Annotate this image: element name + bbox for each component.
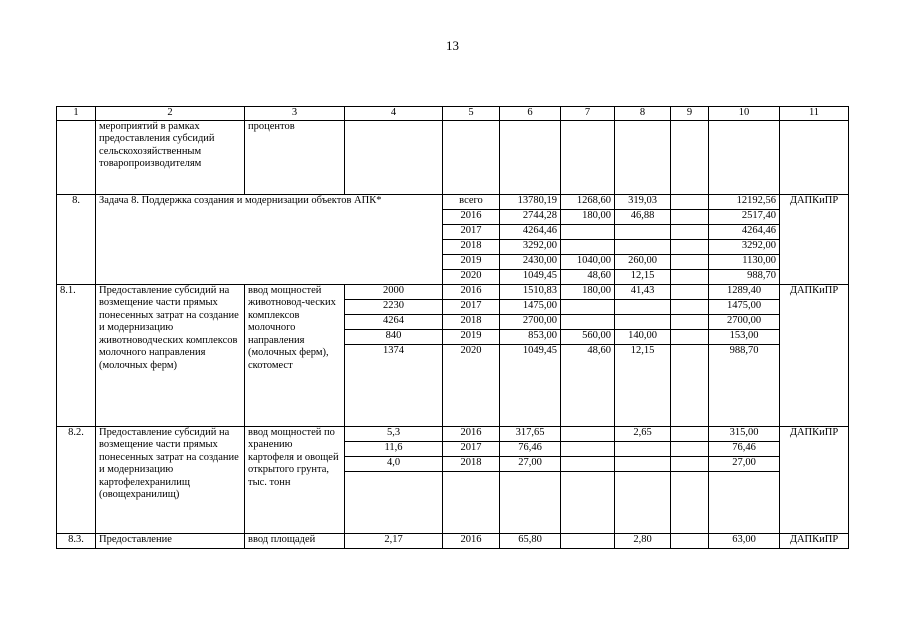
header-cell-2: 2 xyxy=(96,107,245,121)
local-cell xyxy=(671,441,709,456)
total-cell: 853,00 xyxy=(500,329,561,344)
local-cell xyxy=(671,329,709,344)
responsible-cell: ДАПКиПР xyxy=(780,426,849,533)
local-cell xyxy=(671,239,709,254)
regional-cell: 260,00 xyxy=(615,254,671,269)
total-cell: 13780,19 xyxy=(500,194,561,209)
header-cell-3: 3 xyxy=(245,107,345,121)
year-cell: 2018 xyxy=(443,239,500,254)
local-cell xyxy=(671,533,709,548)
total-cell: 76,46 xyxy=(500,441,561,456)
extra-cell: 2700,00 xyxy=(709,314,780,329)
regional-cell: 140,00 xyxy=(615,329,671,344)
local-cell xyxy=(671,314,709,329)
year-cell: 2020 xyxy=(443,269,500,284)
empty-cell xyxy=(345,120,443,194)
empty-cell xyxy=(615,120,671,194)
regional-cell xyxy=(615,239,671,254)
measure-name-cell: мероприятий в рамках предоставления субсидий сельскохозяйственным товаропроизводителям xyxy=(96,120,245,194)
measure-num-cell: 8.1. xyxy=(57,284,96,426)
header-row xyxy=(57,107,849,121)
header-cell-8: 8 xyxy=(615,107,671,121)
header-cell-11: 11 xyxy=(780,107,849,121)
empty-cell xyxy=(709,120,780,194)
extra-cell: 27,00 xyxy=(709,456,780,471)
extra-cell: 153,00 xyxy=(709,329,780,344)
total-cell: 2700,00 xyxy=(500,314,561,329)
task8-row xyxy=(57,194,849,209)
empty-cell xyxy=(500,471,561,533)
program-table xyxy=(56,106,849,549)
local-cell xyxy=(671,224,709,239)
empty-cell xyxy=(671,471,709,533)
regional-cell: 319,03 xyxy=(615,194,671,209)
header-cell-6: 6 xyxy=(500,107,561,121)
regional-cell: 12,15 xyxy=(615,344,671,426)
local-cell xyxy=(671,426,709,441)
header-cell-9: 9 xyxy=(671,107,709,121)
extra-cell: 1475,00 xyxy=(709,299,780,314)
header-cell-5: 5 xyxy=(443,107,500,121)
local-cell xyxy=(671,456,709,471)
year-cell: 2017 xyxy=(443,224,500,239)
indicator-cell: ввод мощностей животновод-ческих комплексов молочного направления (молочных ферм), скотомест xyxy=(245,284,345,426)
header-cell-10: 10 xyxy=(709,107,780,121)
empty-cell xyxy=(500,120,561,194)
extra-cell: 12192,56 xyxy=(709,194,780,209)
measure-num-cell: 8.3. xyxy=(57,533,96,548)
measure-num-cell: 8.2. xyxy=(57,426,96,533)
year-cell: 2018 xyxy=(443,456,500,471)
header-cell-7: 7 xyxy=(561,107,615,121)
target-value-cell: 4,0 xyxy=(345,456,443,471)
local-cell xyxy=(671,299,709,314)
regional-cell: 12,15 xyxy=(615,269,671,284)
target-value-cell: 1374 xyxy=(345,344,443,426)
target-value-cell: 2230 xyxy=(345,299,443,314)
empty-cell xyxy=(443,120,500,194)
target-value-cell: 840 xyxy=(345,329,443,344)
total-cell: 1475,00 xyxy=(500,299,561,314)
measure-8-2-row xyxy=(57,426,849,441)
empty-cell xyxy=(780,120,849,194)
target-value-cell: 2,17 xyxy=(345,533,443,548)
indicator-cell: процентов xyxy=(245,120,345,194)
year-cell: 2016 xyxy=(443,426,500,441)
extra-cell: 3292,00 xyxy=(709,239,780,254)
measure-8-3-row xyxy=(57,533,849,548)
extra-cell: 988,70 xyxy=(709,344,780,426)
extra-cell: 1130,00 xyxy=(709,254,780,269)
regional-cell xyxy=(615,456,671,471)
measure-name-cell: Предоставление субсидий на возмещение части прямых понесенных затрат на создание и модернизацию животноводческих комплексов молочного направления (молочных ферм) xyxy=(96,284,245,426)
year-cell: 2019 xyxy=(443,329,500,344)
federal-cell xyxy=(561,456,615,471)
federal-cell xyxy=(561,426,615,441)
year-cell: 2020 xyxy=(443,344,500,426)
extra-cell: 2517,40 xyxy=(709,209,780,224)
total-cell: 2744,28 xyxy=(500,209,561,224)
continuation-row xyxy=(57,120,849,194)
federal-cell: 560,00 xyxy=(561,329,615,344)
federal-cell: 1040,00 xyxy=(561,254,615,269)
empty-cell xyxy=(345,471,443,533)
responsible-cell: ДАПКиПР xyxy=(780,533,849,548)
extra-cell: 988,70 xyxy=(709,269,780,284)
empty-cell xyxy=(561,471,615,533)
empty-cell xyxy=(615,471,671,533)
empty-cell xyxy=(709,471,780,533)
year-cell: 2019 xyxy=(443,254,500,269)
total-cell: 1049,45 xyxy=(500,269,561,284)
local-cell xyxy=(671,269,709,284)
local-cell xyxy=(671,284,709,299)
total-cell: 4264,46 xyxy=(500,224,561,239)
num-cell xyxy=(57,120,96,194)
total-cell: 1049,45 xyxy=(500,344,561,426)
extra-cell: 315,00 xyxy=(709,426,780,441)
local-cell xyxy=(671,254,709,269)
extra-cell: 76,46 xyxy=(709,441,780,456)
federal-cell: 48,60 xyxy=(561,269,615,284)
header-cell-1: 1 xyxy=(57,107,96,121)
regional-cell xyxy=(615,314,671,329)
target-value-cell: 2000 xyxy=(345,284,443,299)
year-cell: 2017 xyxy=(443,299,500,314)
total-cell: 65,80 xyxy=(500,533,561,548)
federal-cell xyxy=(561,239,615,254)
target-value-cell: 5,3 xyxy=(345,426,443,441)
extra-cell: 1289,40 xyxy=(709,284,780,299)
target-value-cell: 11,6 xyxy=(345,441,443,456)
measure-name-cell: Предоставление субсидий на возмещение части прямых понесенных затрат на создание и модернизацию картофелехранилищ (овощехранилищ) xyxy=(96,426,245,533)
indicator-cell: ввод площадей xyxy=(245,533,345,548)
regional-cell: 2,65 xyxy=(615,426,671,441)
regional-cell: 46,88 xyxy=(615,209,671,224)
responsible-cell: ДАПКиПР xyxy=(780,284,849,426)
total-cell: 2430,00 xyxy=(500,254,561,269)
total-cell: 3292,00 xyxy=(500,239,561,254)
total-cell: 317,65 xyxy=(500,426,561,441)
page-number: 13 xyxy=(446,38,459,53)
regional-cell: 41,43 xyxy=(615,284,671,299)
task-num-cell: 8. xyxy=(57,194,96,284)
extra-cell: 63,00 xyxy=(709,533,780,548)
year-cell: 2016 xyxy=(443,533,500,548)
federal-cell: 48,60 xyxy=(561,344,615,426)
regional-cell xyxy=(615,299,671,314)
year-cell: всего xyxy=(443,194,500,209)
year-cell: 2016 xyxy=(443,209,500,224)
task-name-cell: Задача 8. Поддержка создания и модернизации объектов АПК* xyxy=(96,194,443,284)
federal-cell xyxy=(561,314,615,329)
empty-cell xyxy=(671,120,709,194)
local-cell xyxy=(671,194,709,209)
year-cell: 2018 xyxy=(443,314,500,329)
responsible-cell: ДАПКиПР xyxy=(780,194,849,284)
empty-cell xyxy=(561,120,615,194)
regional-cell xyxy=(615,441,671,456)
federal-cell xyxy=(561,224,615,239)
regional-cell xyxy=(615,224,671,239)
regional-cell: 2,80 xyxy=(615,533,671,548)
local-cell xyxy=(671,209,709,224)
measure-name-cell: Предоставление xyxy=(96,533,245,548)
target-value-cell: 4264 xyxy=(345,314,443,329)
federal-cell: 1268,60 xyxy=(561,194,615,209)
measure-8-1-row xyxy=(57,284,849,299)
local-cell xyxy=(671,344,709,426)
indicator-cell: ввод мощностей по хранению картофеля и овощей открытого грунта, тыс. тонн xyxy=(245,426,345,533)
federal-cell xyxy=(561,299,615,314)
year-cell: 2017 xyxy=(443,441,500,456)
federal-cell xyxy=(561,533,615,548)
year-cell: 2016 xyxy=(443,284,500,299)
total-cell: 1510,83 xyxy=(500,284,561,299)
federal-cell: 180,00 xyxy=(561,209,615,224)
extra-cell: 4264,46 xyxy=(709,224,780,239)
empty-cell xyxy=(443,471,500,533)
federal-cell xyxy=(561,441,615,456)
federal-cell: 180,00 xyxy=(561,284,615,299)
total-cell: 27,00 xyxy=(500,456,561,471)
header-cell-4: 4 xyxy=(345,107,443,121)
